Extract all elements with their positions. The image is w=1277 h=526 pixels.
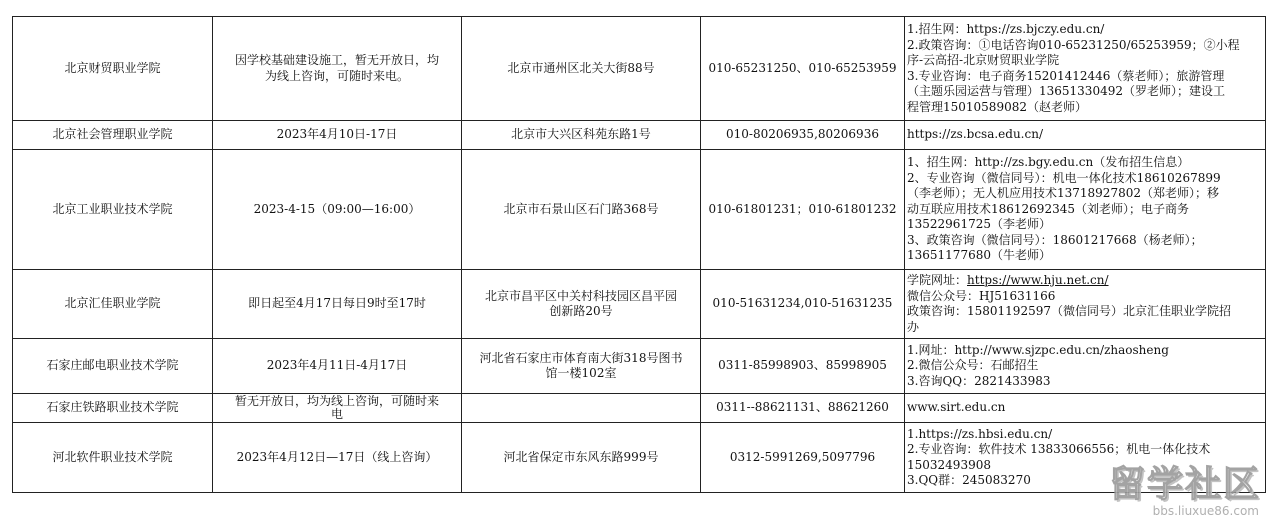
phone-text: 0312-5991269,5097796 [729, 449, 876, 464]
info-line: 13651177680（牛老师） [907, 248, 1051, 263]
phone-cell [701, 423, 905, 493]
table-row [13, 394, 1266, 423]
school-name-cell [13, 270, 213, 339]
phone-text: 0311-85998903、85998905 [718, 358, 887, 373]
address-cell [462, 423, 701, 493]
info-line: 3.咨询QQ：2821433983 [907, 373, 1051, 388]
phone-cell [701, 394, 905, 423]
address-text: 河北省保定市东风东路999号 [503, 449, 659, 464]
info-line: 2.专业咨询：软件技术 13833066556；机电一体化技术 [907, 442, 1211, 456]
info-cell [905, 423, 1266, 493]
table-row [13, 150, 1266, 270]
open-day-cell [213, 394, 462, 423]
info-line: 程管理15010589082（赵老师） [907, 99, 1087, 114]
address-text: 馆一楼102室 [545, 366, 617, 380]
table-row [13, 17, 1266, 121]
open-day-text: 即日起至4月17日每日9时至17时 [248, 296, 426, 311]
address-text: 北京市通州区北关大街88号 [507, 60, 655, 75]
address-cell [462, 339, 701, 394]
school-name: 北京财贸职业学院 [64, 60, 161, 75]
school-name-cell [13, 17, 213, 121]
info-line: 动互联应用技术18612692345（刘老师）；电子商务 [907, 201, 1189, 216]
address-cell [462, 270, 701, 339]
info-line: 1、招生网：http://zs.bgy.edu.cn（发布招生信息） [907, 155, 1190, 170]
phone-cell [701, 150, 905, 270]
open-day-cell [213, 339, 462, 394]
school-name-cell [13, 339, 213, 394]
info-line: 2.政策咨询：①电话咨询010-65231250/65253959；②小程 [907, 37, 1240, 52]
watermark-logo: 留学社区 [1108, 464, 1261, 505]
school-name-cell [13, 121, 213, 150]
phone-text: 010-61801231；010-61801232 [708, 201, 897, 216]
school-name: 石家庄铁路职业技术学院 [46, 400, 179, 415]
website-label: 学院网址： [907, 273, 968, 287]
school-name: 北京汇佳职业学院 [64, 296, 161, 311]
address-text: 北京市石景山区石门路368号 [503, 201, 659, 216]
open-day-text: 电 [330, 407, 343, 421]
info-line: 15032493908 [907, 457, 991, 472]
info-line: https://zs.bcsa.edu.cn/ [907, 127, 1043, 142]
open-day-text: 因学校基础建设施工，暂无开放日，均 [234, 53, 439, 67]
open-day-text: 暂无开放日，均为线上咨询，可随时来 [234, 394, 439, 408]
phone-text: 010-51631234,010-51631235 [712, 296, 893, 311]
open-day-text: 为线上咨询，可随时来电。 [264, 68, 409, 83]
info-cell [905, 270, 1266, 339]
open-day-text: 2023年4月10日-17日 [276, 127, 398, 142]
admissions-table [12, 16, 1266, 493]
info-cell [905, 394, 1266, 423]
info-line: 1.招生网：https://zs.bjczy.edu.cn/ [907, 22, 1105, 36]
open-day-text: 2023年4月11日-4月17日 [266, 358, 408, 373]
open-day-cell [213, 270, 462, 339]
school-name: 北京社会管理职业学院 [52, 127, 173, 142]
address-cell [462, 150, 701, 270]
school-name: 石家庄邮电职业技术学院 [46, 358, 179, 373]
info-line: （主题乐园运营与管理）13651330492（罗老师）；建设工 [907, 84, 1225, 98]
info-line [907, 273, 1262, 289]
phone-cell [701, 339, 905, 394]
address-cell [462, 394, 701, 423]
info-cell [905, 339, 1266, 394]
phone-cell [701, 17, 905, 121]
address-text: 北京市昌平区中关村科技园区昌平园 [484, 288, 677, 303]
open-day-cell [213, 150, 462, 270]
school-name: 河北软件职业技术学院 [52, 449, 173, 464]
info-line: 3、政策咨询（微信同号）：18601217668（杨老师）； [907, 232, 1203, 247]
info-line: 1.https://zs.hbsi.edu.cn/ [907, 426, 1053, 441]
info-line: www.sirt.edu.cn [907, 400, 1006, 415]
address-text: 北京市大兴区科苑东路1号 [511, 127, 651, 142]
address-text: 创新路20号 [549, 304, 613, 318]
table-row [13, 270, 1266, 339]
info-line: 微信公众号：HJ51631166 [907, 288, 1056, 303]
table-row [13, 121, 1266, 150]
open-day-cell [213, 121, 462, 150]
info-line: 3.QQ群：245083270 [907, 473, 1031, 487]
school-name: 北京工业职业技术学院 [52, 201, 173, 216]
info-line: 2.微信公众号：石邮招生 [907, 358, 1039, 373]
watermark-url: bbs.liuxue86.com [1152, 504, 1259, 518]
info-line: 1.网址：http://www.sjzpc.edu.cn/zhaosheng [907, 342, 1169, 357]
phone-text: 0311--88621131、88621260 [716, 400, 889, 415]
school-name-cell [13, 423, 213, 493]
open-day-cell [213, 423, 462, 493]
info-line: 办 [907, 319, 920, 334]
website-link[interactable]: https://www.hju.net.cn/ [967, 273, 1109, 287]
address-text: 河北省石家庄市体育南大街318号图书 [479, 350, 683, 365]
info-line: 2、专业咨询（微信同号）：机电一体化技术18610267899 [907, 170, 1221, 185]
open-day-text: 2023-4-15（09:00—16:00） [253, 201, 421, 216]
open-day-cell [213, 17, 462, 121]
info-cell [905, 121, 1266, 150]
info-line: 序-云高招-北京财贸职业学院 [907, 53, 1060, 67]
phone-text: 010-65231250、010-65253959 [708, 60, 897, 75]
info-cell [905, 17, 1266, 121]
phone-cell [701, 121, 905, 150]
info-cell [905, 150, 1266, 270]
phone-text: 010-80206935,80206936 [726, 127, 879, 142]
info-line: 政策咨询：15801192597（微信同号）北京汇佳职业学院招 [907, 304, 1231, 318]
address-cell [462, 17, 701, 121]
school-name-cell [13, 150, 213, 270]
info-line: 13522961725（李老师） [907, 217, 1051, 232]
info-line: 3.专业咨询：电子商务15201412446（蔡老师）；旅游管理 [907, 68, 1225, 83]
open-day-text: 2023年4月12日—17日（线上咨询） [236, 449, 438, 464]
table-row [13, 339, 1266, 394]
school-name-cell [13, 394, 213, 423]
info-line: （李老师）；无人机应用技术13718927802（郑老师）；移 [907, 186, 1219, 201]
address-cell [462, 121, 701, 150]
phone-cell [701, 270, 905, 339]
table-row [13, 423, 1266, 493]
